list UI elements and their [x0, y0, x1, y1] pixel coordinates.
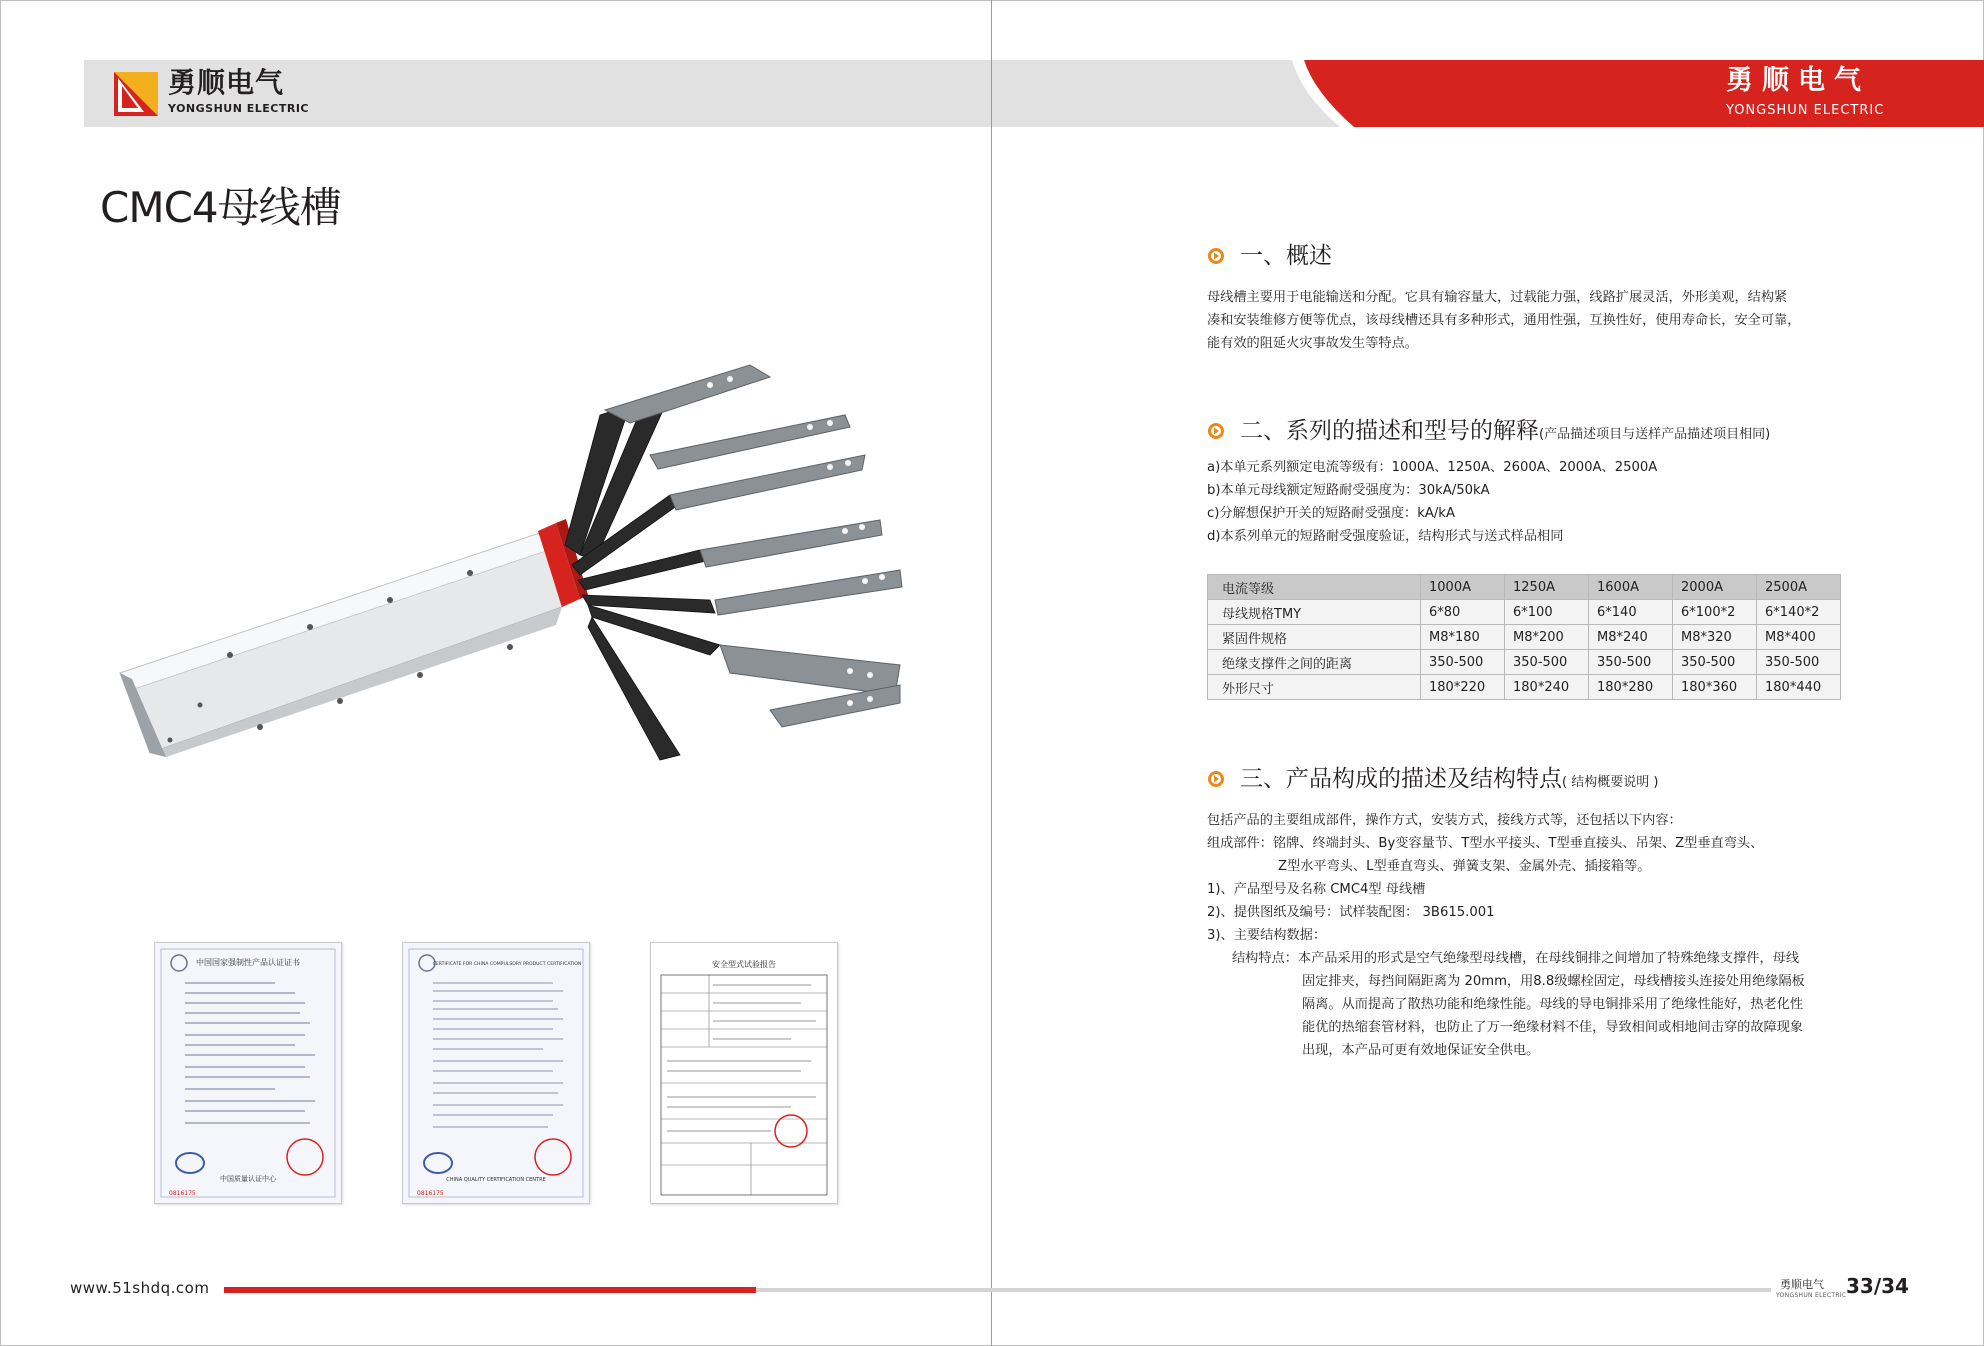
section-bullet-icon	[1207, 247, 1225, 265]
section-3-heading	[1240, 765, 1658, 797]
section-3-line: 能优的热缩套管材料，也防止了万一绝缘材料不佳，导致相间或相地间击穿的故障现象	[1302, 1020, 1804, 1035]
section-2-item-b: b)本单元母线额定短路耐受强度为：30kA/50kA	[1207, 483, 1490, 498]
spec-cell: 350-500	[1421, 650, 1505, 675]
section-3-line: 组成部件：铭牌、终端封头、By变容量节、T型水平接头、T型垂直接头、吊架、Z型垂直弯头、	[1207, 836, 1764, 851]
cert-1-number: 0816175	[169, 1190, 196, 1197]
section-2-title: 二、系列的描述和型号的解释	[1240, 418, 1539, 444]
spec-cell: 180*280	[1589, 675, 1673, 700]
spec-cell: 180*240	[1505, 675, 1589, 700]
spec-table	[1207, 574, 1841, 700]
section-3-line: 1)、产品型号及名称 CMC4型 母线槽	[1207, 882, 1426, 897]
section-1-text-line-3: 能有效的阻延火灾事故发生等特点。	[1207, 336, 1418, 351]
spec-cell: 6*140*2	[1757, 600, 1841, 625]
table-row	[1208, 600, 1841, 625]
section-2-subtitle: (产品描述项目与送样产品描述项目相同)	[1539, 427, 1771, 442]
footer-brand-en: YONGSHUN ELECTRIC	[1776, 1292, 1847, 1299]
section-3-line: 结构特点：本产品采用的形式是空气绝缘型母线槽，在母线铜排之间增加了特殊绝缘支撑件，母线	[1232, 951, 1800, 966]
spec-header-cell: 电流等级	[1208, 575, 1421, 600]
spec-header-cell: 2000A	[1673, 575, 1757, 600]
section-3-title: 三、产品构成的描述及结构特点	[1240, 766, 1562, 792]
spec-cell: M8*400	[1757, 625, 1841, 650]
spec-cell: 母线规格TMY	[1208, 600, 1421, 625]
table-row	[1208, 675, 1841, 700]
spec-cell: 6*140	[1589, 600, 1673, 625]
spec-cell: 6*100	[1505, 600, 1589, 625]
logo-text-en: YONGSHUN ELECTRIC	[168, 102, 310, 115]
table-row	[1208, 625, 1841, 650]
cert-3-title: 安全型式试验报告	[712, 960, 776, 969]
section-2-item-d: d)本系列单元的短路耐受强度验证，结构形式与送式样品相同	[1207, 529, 1564, 544]
section-2-item-a: a)本单元系列额定电流等级有：1000A、1250A、2600A、2000A、2500A	[1207, 460, 1658, 475]
certificate-cn	[154, 942, 342, 1204]
brand-text-en: YONGSHUN ELECTRIC	[1726, 103, 1885, 118]
section-3-line: 出现，本产品可更有效地保证安全供电。	[1302, 1043, 1540, 1058]
spec-cell: 350-500	[1673, 650, 1757, 675]
spec-table-header-row	[1208, 575, 1841, 600]
spec-header-cell: 1600A	[1589, 575, 1673, 600]
brand-text-cn: 勇顺电气	[1726, 65, 1870, 96]
spec-cell: M8*200	[1505, 625, 1589, 650]
cert-1-org: 中国质量认证中心	[220, 1175, 276, 1183]
logo-icon	[114, 72, 158, 116]
page-number: 33/34	[1846, 1274, 1909, 1298]
spec-cell: M8*320	[1673, 625, 1757, 650]
section-3-subtitle: ( 结构概要说明 )	[1562, 775, 1659, 790]
cert-1-title: 中国国家强制性产品认证证书	[196, 958, 300, 967]
section-3-line: 隔离。从而提高了散热功能和绝缘性能。母线的导电铜排采用了绝缘性能好，热老化性	[1302, 997, 1804, 1012]
section-3-line: 包括产品的主要组成部件，操作方式，安装方式，接线方式等，还包括以下内容：	[1207, 813, 1682, 828]
section-3-line: Z型水平弯头、L型垂直弯头、弹簧支架、金属外壳、插接箱等。	[1278, 859, 1651, 874]
footer-brand-cn: 勇顺电气	[1780, 1278, 1824, 1291]
spec-cell: 180*440	[1757, 675, 1841, 700]
spec-cell: 180*220	[1421, 675, 1505, 700]
spec-header-cell: 2500A	[1757, 575, 1841, 600]
cert-2-title: CERTIFICATE FOR CHINA COMPULSORY PRODUCT CERTIFICATION	[432, 962, 582, 967]
spec-cell: 180*360	[1673, 675, 1757, 700]
spec-cell: 紧固件规格	[1208, 625, 1421, 650]
section-3-line: 2)、提供图纸及编号：试样装配图： 3B615.001	[1207, 905, 1495, 920]
logo-text-cn: 勇顺电气	[168, 66, 285, 99]
busway-product-image	[110, 355, 920, 775]
section-3-line: 3)、主要结构数据：	[1207, 928, 1327, 943]
table-row	[1208, 650, 1841, 675]
section-3-line: 固定排夹，每挡间隔距离为 20mm，用8.8级螺栓固定，母线槽接头连接处用绝缘隔板	[1302, 974, 1805, 989]
section-1-text-line-2: 凑和安装维修方便等优点，该母线槽还具有多种形式，通用性强，互换性好，使用寿命长，安全可靠，	[1207, 313, 1801, 328]
footer-bar-red	[224, 1287, 756, 1293]
section-bullet-icon	[1207, 770, 1225, 788]
spec-cell: 绝缘支撑件之间的距离	[1208, 650, 1421, 675]
section-2-item-c: c)分解想保护开关的短路耐受强度：kA/kA	[1207, 506, 1455, 521]
spec-cell: 外形尺寸	[1208, 675, 1421, 700]
spec-cell: 350-500	[1505, 650, 1589, 675]
footer-bar-grey	[756, 1288, 1771, 1292]
spec-header-cell: 1000A	[1421, 575, 1505, 600]
section-bullet-icon	[1207, 422, 1225, 440]
cert-2-org: CHINA QUALITY CERTIFICATION CENTRE	[446, 1177, 546, 1183]
spec-cell: 350-500	[1757, 650, 1841, 675]
footer-website-link[interactable]: www.51shdq.com	[70, 1279, 210, 1297]
spec-header-cell: 1250A	[1505, 575, 1589, 600]
cert-2-number: 0816175	[417, 1190, 444, 1197]
product-title: CMC4母线槽	[100, 183, 341, 232]
page-spine	[991, 0, 992, 1346]
spec-cell: 350-500	[1589, 650, 1673, 675]
spec-cell: M8*180	[1421, 625, 1505, 650]
spec-cell: 6*100*2	[1673, 600, 1757, 625]
section-1-text-line-1: 母线槽主要用于电能输送和分配。它具有输容量大，过载能力强，线路扩展灵活，外形美观，结构紧	[1207, 290, 1788, 305]
section-2-heading	[1240, 417, 1770, 449]
spec-cell: M8*240	[1589, 625, 1673, 650]
spec-cell: 6*80	[1421, 600, 1505, 625]
certificate-en	[402, 942, 590, 1204]
section-1-title: 一、概述	[1240, 243, 1332, 269]
test-report	[650, 942, 838, 1204]
